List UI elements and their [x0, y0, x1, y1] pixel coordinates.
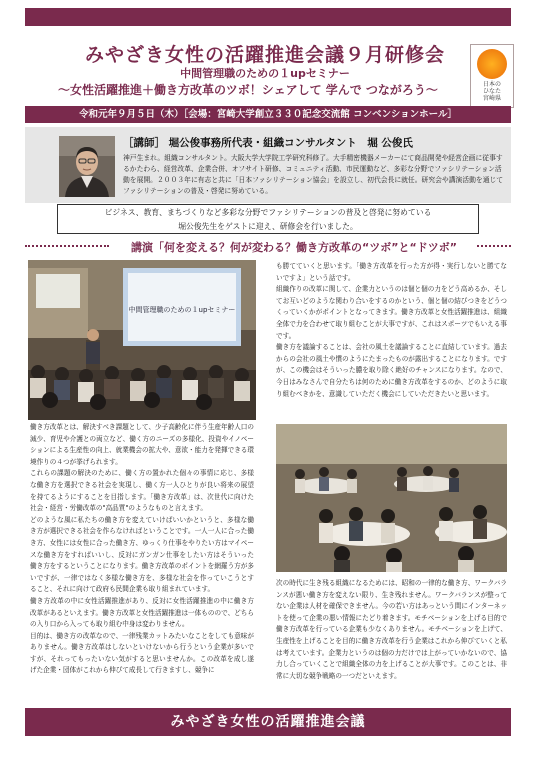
- footer-band: みやざき女性の活躍推進会議: [25, 708, 511, 736]
- lecturer-photo: [59, 136, 115, 197]
- logo-line-2: ひなた: [482, 88, 501, 95]
- section-header: [25, 239, 511, 253]
- seminar-photo-slide: [28, 260, 256, 420]
- seminar-photo-group-work: [276, 424, 507, 572]
- dotted-divider-right: [477, 245, 511, 247]
- dotted-divider-left: [25, 245, 109, 247]
- sun-icon: [477, 49, 507, 79]
- section-title: 講演「何を変える？何が変わる？働き方改革の“ツボ”と“ドツボ”: [131, 241, 457, 254]
- paragraph: 働き方を議論することは、会社の風土を議論することに直結しています。過去からの会社の風土や慣のようにたまったものが露出することになります。ですが、この機会はそういった膿を取り除く絶好のチャンスになります。なので、今日はみなさんで自分たちは何のために働き方改革をするのか、どのように取り組むべきかを、意識していただく機会にしていただきたいと思います。: [276, 343, 507, 398]
- paragraph: 目的は、働き方の改革なので、一律残業カットみたいなことをしても意味がありません。働き方改革はしないといけないから行うという企業が多いですが、それってもったいない気がすると思いませんか。この改革を成し遂げた企業・団体がこれから伸びて成長して行きますし、競争に: [30, 631, 254, 675]
- seminar-hall-image: [28, 260, 256, 420]
- lecturer-name: ［講師］ 堀公俊事務所代表・組織コンサルタント 堀 公俊氏: [123, 137, 413, 149]
- paragraph: どのような風に私たちの働き方を変えていけばいいかというと、多様な働き方が選択できる社会を作らなければということです。一人一人に合った働き方、女性には女性に合った働き方、ゆっくり仕事をやりたい方はマイペースな働き方をすればいいし、反対にガンガン仕事をしたい方はそういった働き方をするということになります。働き方改革のポイントを網羅う方が多いですが、一律ではなく多様な働き方を、多様な社会を作っていこうとすること、それに向けて政府も民間企業も取り組まれています。: [30, 515, 254, 594]
- paragraph: これらの課題の解決のために、働く方の置かれた個々の事情に応じ、多様な働き方を選択できる社会を実現し、働く方一人ひとりが良い将来の展望を持てるようにすることを目指します。「働き方改革」は、次世代に向けた社会・経営・労働改革の"高品質"のようなものと言えます。: [30, 469, 254, 513]
- body-right-column-top: [276, 261, 507, 400]
- top-band: [25, 8, 511, 26]
- tagline: ～女性活躍推進＋働き方改革のツボ！シェアして 学んで つながろう～: [58, 83, 438, 97]
- date-venue-band: 令和元年９月５日（木）［会場：宮崎大学創立３３０記念交流館 コンベンションホール］: [25, 106, 511, 123]
- body-right-column-bottom: [276, 578, 507, 682]
- quote-line-1: ビジネス、教育、まちづくりなど多彩な分野でファシリテーションの普及と啓発に努めている: [104, 208, 432, 217]
- intro-quote-box: [57, 204, 479, 234]
- paragraph: 働き方改革とは、解決すべき課題として、少子高齢化に伴う生産年齢人口の減少、育児や介護との両立など、働く方のニーズの多様化、投資やイノベーションによる生産性の向上、就業機会の拡大や、意欲・能力を発揮できる環境作りの４つが挙げられます。: [30, 423, 254, 466]
- paragraph: 組織作りの改革に関して、企業力というのは個と個の力をどう高めるか、そしてお互いどのような関わり合いをするのかという、個と個の結びつきをどうつくっていくかがポイントとなってきます。働き方改革と女性活躍推進は、組織全体で力を合わせて取り組むことが大事ですが、これはスポーツでもいえる事です。: [276, 285, 507, 340]
- paragraph: 次の時代に生き残る組織になるためには、昭和の一律的な働き方、ワークバランスが悪い働き方を変えない限り、生き残れません。ワークバランスが整ってない企業は人材を確保できません。今の若い方はあっという間にインターネットを使って企業の悪い情報にたどり着きます。モチベーションを上げる目的で働き方改革を行っている企業も少なくありません。モチベーションを上げて、生産性を上げることを目的に働き方改革を行う企業はこれから伸びていくと私は考えています。企業力というのは個の力だけでは上がっていかないので、協力し合っていくことで組織全体の力を上げることが大事です。このことは、非常に大切な競争戦略の一つだといえます。: [276, 579, 507, 680]
- lecturer-portrait-image: [59, 136, 115, 197]
- group-work-image: [276, 424, 507, 572]
- hinata-logo: [470, 44, 514, 108]
- page-title: みやざき女性の活躍推進会議９月研修会: [84, 44, 445, 66]
- logo-line-3: 宮崎県: [482, 95, 501, 102]
- body-left-column: [30, 422, 254, 677]
- logo-text: [471, 81, 513, 102]
- seminar-subtitle: 中間管理職のための１upセミナー: [180, 67, 350, 80]
- lecturer-box: [25, 127, 511, 203]
- slide-text: 中間管理職のための１upセミナー: [128, 306, 236, 314]
- logo-line-1: 日本の: [482, 81, 501, 88]
- paragraph: 働き方改革の中に女性活躍推進があり、反対に女性活躍推進の中に働き方改革があるといえます。働き方改革と女性活躍推進は一体ものので、どちらの入り口から入っても取り組む中身は変わりません。: [30, 596, 254, 629]
- quote-line-2: 堀公俊先生をゲストに迎え、研修会を行いました。: [178, 222, 358, 231]
- lecturer-bio: 神戸生まれ。組織コンサルタント。大阪大学大学院工学研究科修了。大手精密機器メーカーにて商品開発や経営企画に従事するかたわら、経営改革、企業合併、オフサイト研修、コミュニティ活動、市民運動など、多彩な分野でファシリテーション活動を展開。２００３年に有志と共に「日本ファシリテーション協会」を設立し、初代会長に就任。研究会や講演活動を通じてファシリテーションの普及・啓発に努めている。: [123, 154, 504, 195]
- paragraph: も勝てていくと思います。「働き方改革を行った方が得・実行しないと勝てないですよ」という話です。: [276, 262, 507, 282]
